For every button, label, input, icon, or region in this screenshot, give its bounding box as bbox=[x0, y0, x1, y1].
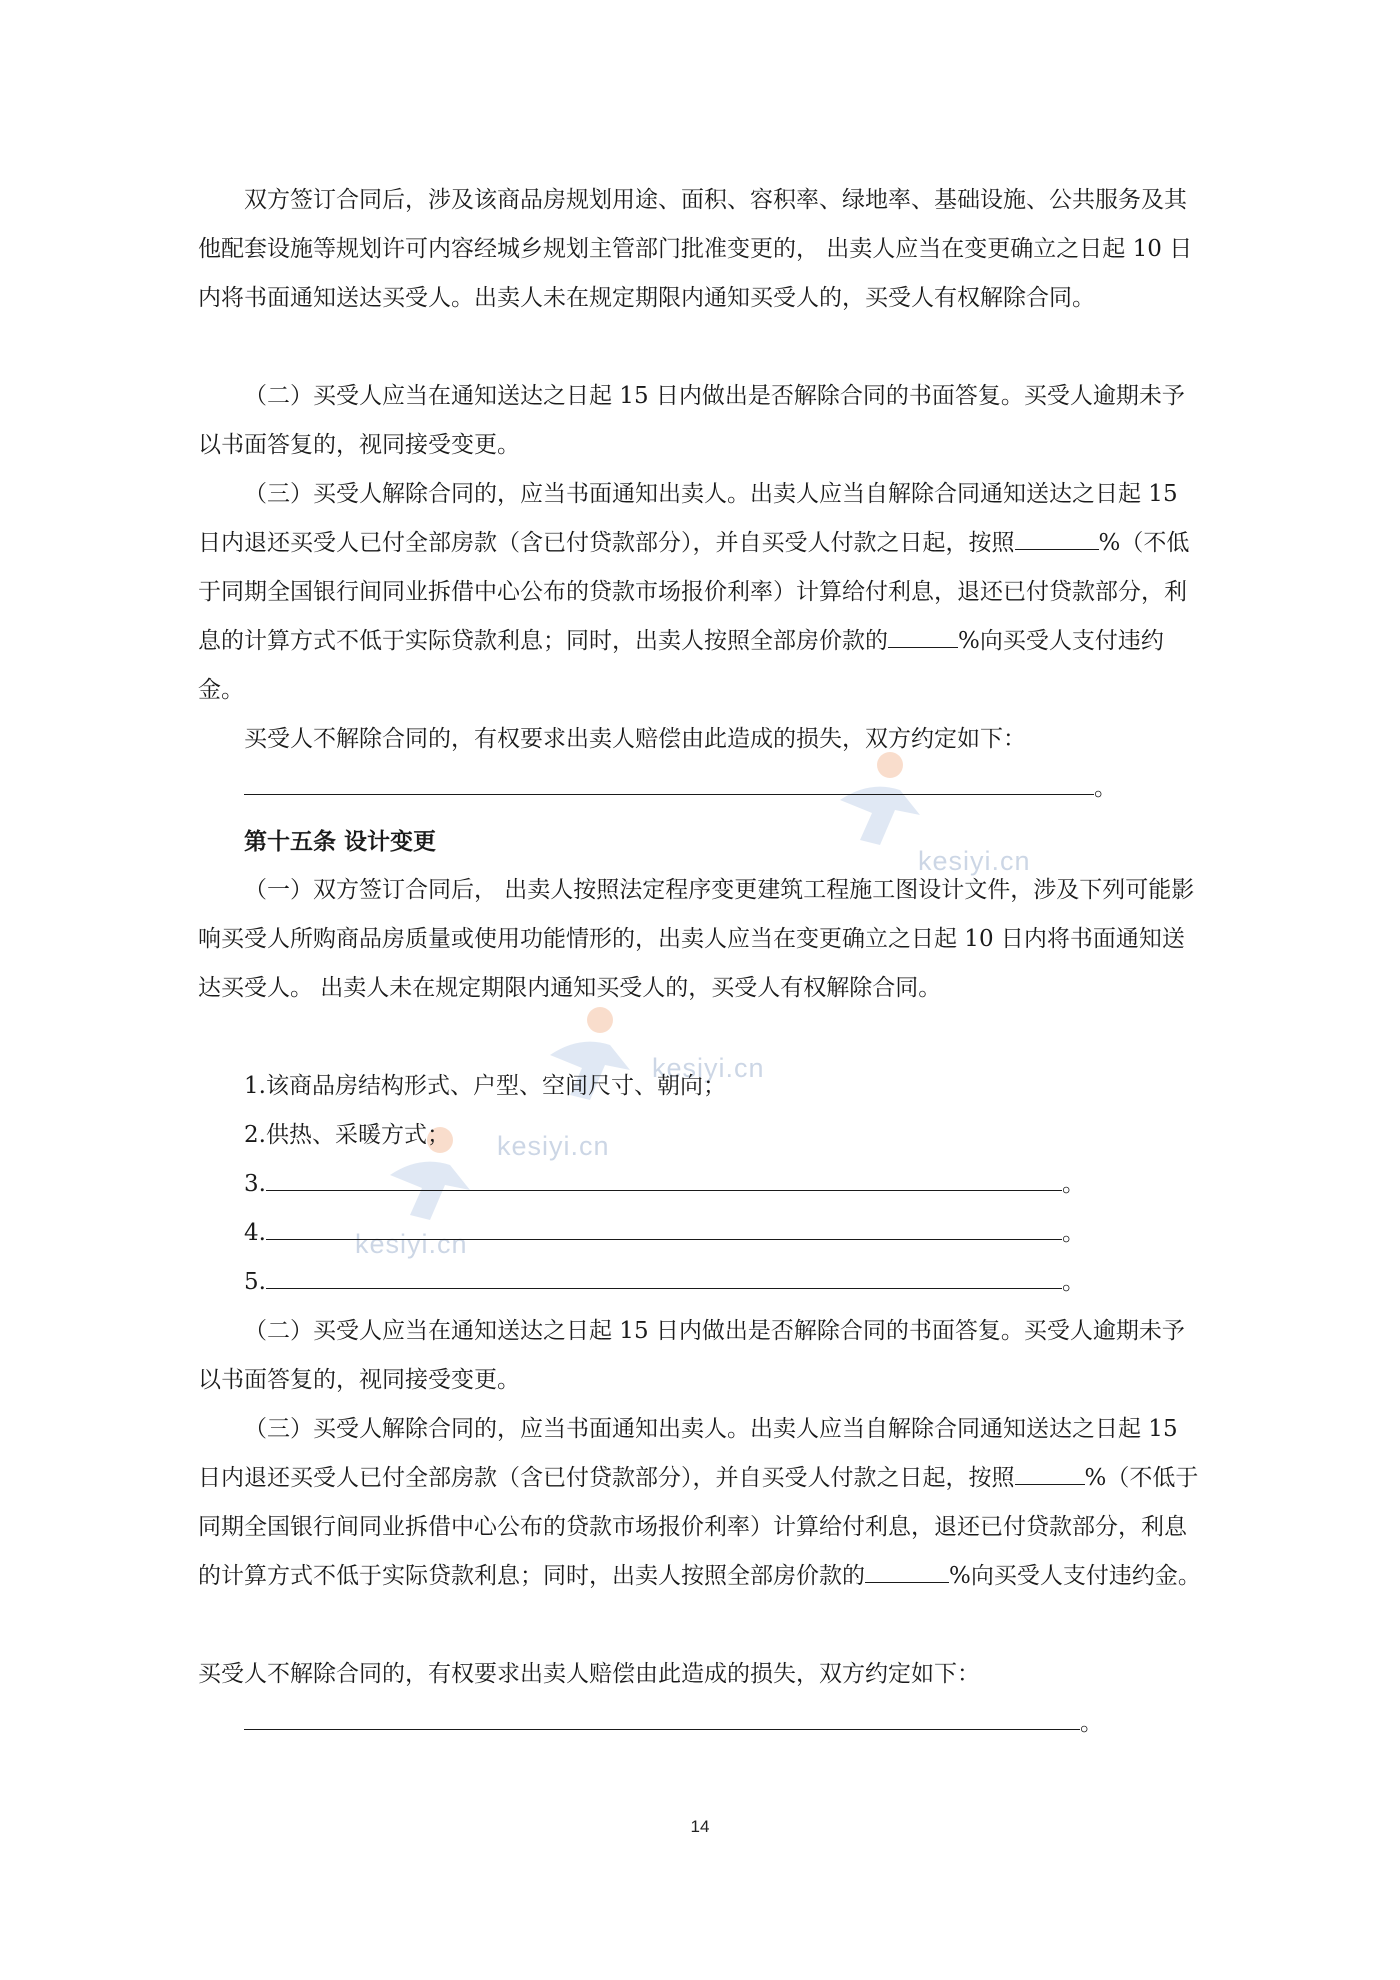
list-item-number: 3. bbox=[244, 1171, 266, 1197]
line-end-mark: 。 bbox=[1080, 1710, 1103, 1736]
list-item: 1.该商品房结构形式、户型、空间尺寸、朝向； bbox=[244, 1073, 726, 1099]
paragraph-reply-deadline-2: （二）买受人应当在通知送达之日起 15 日内做出是否解除合同的书面答复。买受人逾期未予以书面答复的，视同接受变更。 bbox=[198, 1318, 1185, 1393]
line-end-mark: 。 bbox=[1061, 1171, 1085, 1197]
paragraph-non-termination-1: 买受人不解除合同的，有权要求出卖人赔偿由此造成的损失，双方约定如下： bbox=[244, 726, 1026, 752]
refund-text-part-3: %向买受人支付违约金。 bbox=[198, 628, 1164, 703]
line-end-mark: 。 bbox=[1094, 775, 1117, 801]
paragraph-reply-deadline-1: （二）买受人应当在通知送达之日起 15 日内做出是否解除合同的书面答复。买受人逾期未予以书面答复的，视同接受变更。 bbox=[198, 383, 1185, 458]
list-item bbox=[198, 1209, 1202, 1258]
paragraph-design-change: （一）双方签订合同后， 出卖人按照法定程序变更建筑工程施工图设计文件，涉及下列可能影响买受人所购商品房质量或使用功能情形的，出卖人应当在变更确立之日起 10 日内将书面通知送达买受人。 出卖人未在规定期限内通知买受人的，买受人有权解除合同。 bbox=[198, 877, 1195, 1001]
paragraph-non-termination-2: 买受人不解除合同的，有权要求出卖人赔偿由此造成的损失，双方约定如下： bbox=[198, 1661, 980, 1687]
list-item bbox=[198, 1258, 1202, 1307]
agreement-line-1 bbox=[198, 764, 1117, 813]
refund-text-part-2: %（不低于同期全国银行间同业拆借中心公布的贷款市场报价利率）计算给付利息，退还已付贷款部分，利息的计算方式不低于实际贷款利息；同时，出卖人按照全部房价款的 bbox=[198, 530, 1190, 654]
watermark-text: kesiyi.cn bbox=[355, 1229, 468, 1259]
agreement-line-2 bbox=[198, 1699, 1103, 1748]
list-item-number: 5. bbox=[244, 1269, 266, 1295]
page-number: 14 bbox=[690, 1817, 710, 1836]
paragraph-termination-refund-1 bbox=[198, 470, 1202, 715]
refund-text-part-3: %向买受人支付违约金。 bbox=[949, 1563, 1201, 1589]
interest-rate-blank[interactable] bbox=[1015, 525, 1099, 550]
list-item-blank-3[interactable] bbox=[266, 1166, 1062, 1191]
refund-text-part-1: （三）买受人解除合同的，应当书面通知出卖人。出卖人应当自解除合同通知送达之日起 15 日内退还买受人已付全部房款（含已付贷款部分），并自买受人付款之日起，按照 bbox=[198, 1416, 1178, 1491]
list-item-number: 4. bbox=[244, 1220, 266, 1246]
line-end-mark: 。 bbox=[1061, 1269, 1085, 1295]
penalty-rate-blank[interactable] bbox=[865, 1558, 949, 1583]
paragraph-planning-change: 双方签订合同后，涉及该商品房规划用途、面积、容积率、绿地率、基础设施、公共服务及其他配套设施等规划许可内容经城乡规划主管部门批准变更的， 出卖人应当在变更确立之日起 10 日内将书面通知送达买受人。出卖人未在规定期限内通知买受人的，买受人有权解除合同。 bbox=[198, 187, 1193, 311]
agreement-blank-2[interactable] bbox=[244, 1705, 1080, 1730]
refund-text-part-1: （三）买受人解除合同的，应当书面通知出卖人。出卖人应当自解除合同通知送达之日起 15 日内退还买受人已付全部房款（含已付贷款部分），并自买受人付款之日起，按照 bbox=[198, 481, 1178, 556]
list-item-blank-4[interactable] bbox=[266, 1215, 1062, 1240]
list-item: 2.供热、采暖方式； bbox=[244, 1122, 450, 1148]
list-item-blank-5[interactable] bbox=[266, 1264, 1062, 1289]
watermark-text: kesiyi.cn bbox=[497, 1131, 610, 1161]
interest-rate-blank[interactable] bbox=[1015, 1460, 1085, 1485]
watermark-text: kesiyi.cn bbox=[918, 846, 1031, 876]
paragraph-termination-refund-2 bbox=[198, 1405, 1202, 1601]
section-heading: 第十五条 设计变更 bbox=[244, 828, 437, 855]
watermark-text: kesiyi.cn bbox=[652, 1053, 765, 1083]
refund-text-part-2: %（不低于同期全国银行间同业拆借中心公布的贷款市场报价利率）计算给付利息，退还已付贷款部分，利息的计算方式不低于实际贷款利息；同时，出卖人按照全部房价款的 bbox=[198, 1465, 1199, 1589]
line-end-mark: 。 bbox=[1061, 1220, 1085, 1246]
list-item bbox=[198, 1160, 1202, 1209]
penalty-rate-blank[interactable] bbox=[888, 623, 958, 648]
agreement-blank-1[interactable] bbox=[244, 770, 1094, 795]
